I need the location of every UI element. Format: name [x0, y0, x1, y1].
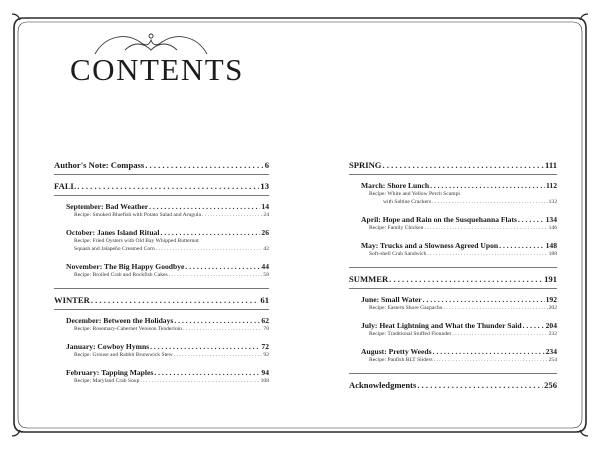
toc-recipe: Recipe: Grouse and Rabbit Brunswick Stew . . . 92 — [74, 351, 269, 359]
toc-chapter: January: Cowboy Hymns . . . 72 — [66, 342, 269, 351]
toc-recipe-line: Recipe: White and Yellow Perch Scampi — [369, 191, 460, 197]
toc-chapter: July: Heat Lightning and What the Thunder Said . . . 204 — [361, 321, 557, 330]
page-title: CONTENTS — [70, 52, 244, 87]
toc-chapter-group — [54, 316, 269, 333]
toc-recipe: Recipe: Maryland Crab Soup . . . 108 — [74, 377, 269, 385]
toc-chapter: June: Small Water . . . 192 — [361, 295, 557, 304]
divider — [54, 174, 269, 175]
toc-chapter-group — [349, 241, 557, 258]
toc-recipe: Recipe: Panfish BLT Sliders . . . 254 — [369, 356, 557, 364]
toc-chapter-group — [349, 181, 557, 206]
toc-chapter: April: Hope and Rain on the Susquehanna Flats . . . 134 — [361, 215, 557, 224]
divider — [54, 288, 269, 289]
toc-chapter: December: Between the Holidays . . . 62 — [66, 316, 269, 325]
toc-recipe: Squash and Jalapeño Creamed Corn . . . 42 — [74, 245, 269, 253]
toc-chapter: February: Tapping Maples . . . 94 — [66, 368, 269, 377]
toc-recipe: Recipe: Rosemary-Cabernet Venison Tenderloin . . . 70 — [74, 325, 269, 333]
toc-chapter-group — [54, 262, 269, 279]
toc-left-column — [54, 160, 269, 394]
divider — [349, 373, 557, 374]
divider — [349, 288, 557, 289]
toc-recipe: Recipe: Eastern Shore Gazpacho . . . 202 — [369, 304, 557, 312]
toc-recipe-line: Recipe: Fried Oysters with Old Bay Whipped Butternut — [74, 238, 199, 244]
toc-chapter-group — [54, 368, 269, 385]
toc-recipe: Recipe: Broiled Crab and Rockfish Cakes . . . 58 — [74, 271, 269, 279]
toc-recipe: Recipe: Traditional Stuffed Flounder . . . 232 — [369, 330, 557, 338]
toc-chapter: August: Pretty Weeds . . . 234 — [361, 347, 557, 356]
toc-chapter-group — [349, 321, 557, 338]
toc-chapter: October: Janes Island Ritual . . . 26 — [66, 228, 269, 237]
toc-section-acknowledgments: Acknowledgments . . . 256 — [349, 380, 557, 390]
toc-section-fall: FALL . . . 13 — [54, 181, 269, 191]
toc-recipe: Recipe: Family Chicken . . . 146 — [369, 224, 557, 232]
divider — [54, 195, 269, 196]
toc-chapter: March: Shore Lunch . . . 112 — [361, 181, 557, 190]
toc-section-summer: SUMMER . . . 191 — [349, 274, 557, 284]
toc-section-spring: SPRING . . . 111 — [349, 160, 557, 170]
toc-chapter-group — [54, 202, 269, 219]
toc-section-authors-note: Author's Note: Compass . . . 6 — [54, 160, 269, 170]
toc-chapter-group — [349, 347, 557, 364]
toc-chapter: May: Trucks and a Slowness Agreed Upon . . . 148 — [361, 241, 557, 250]
toc-chapter: November: The Big Happy Goodbye . . . 44 — [66, 262, 269, 271]
toc-chapter: September: Bad Weather . . . 14 — [66, 202, 269, 211]
toc-chapter-group — [54, 228, 269, 253]
toc-section-winter: WINTER . . . 61 — [54, 295, 269, 305]
toc-chapter-group — [349, 295, 557, 312]
toc-recipe: Soft-shell Crab Sandwich . . . 188 — [369, 250, 557, 258]
divider — [349, 174, 557, 175]
toc-recipe: with Saltine Crackers . . . 132 — [383, 198, 557, 206]
toc-chapter-group — [54, 342, 269, 359]
divider — [349, 267, 557, 268]
toc-recipe: Recipe: Smoked Bluefish with Potato Salad and Arugula . . . 24 — [74, 211, 269, 219]
toc-chapter-group — [349, 215, 557, 232]
toc-right-column — [349, 160, 557, 392]
divider — [54, 309, 269, 310]
